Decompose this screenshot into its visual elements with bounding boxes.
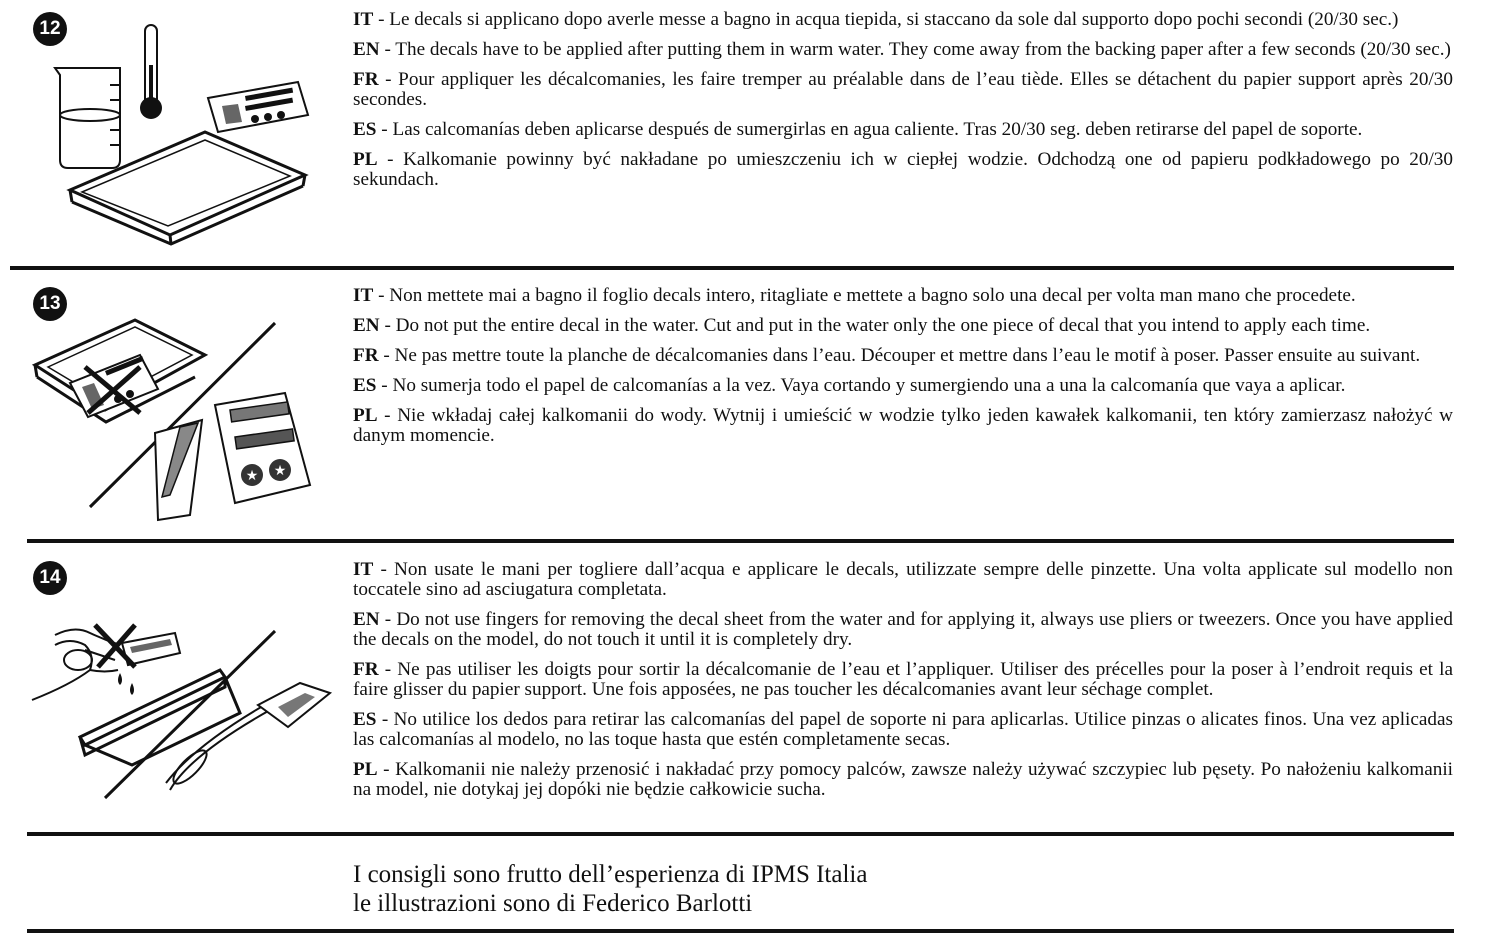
paragraph-es [353,710,1453,750]
section-divider [27,832,1454,836]
lang-code: IT [353,285,374,306]
step-14-text [353,560,1453,800]
lang-code: EN [353,39,380,60]
beaker-icon [55,68,120,168]
decal-sheet-icon [208,82,308,132]
lang-code: EN [353,609,380,630]
paragraph-text: - Ne pas mettre toute la planche de décalcomanies dans l’eau. Découper et mettre dans l’eau le motif à poser. Passer ensuite au suivant. [378,345,1421,366]
paragraph-text: - Do not put the entire decal in the water. Cut and put in the water only the one piece of decal that you intend to apply each time. [379,315,1371,336]
paragraph-text: - Le decals si applicano dopo averle messe a bagno in acqua tiepida, si staccano da sole dal supporto dopo pochi secondi (20/30 sec.) [373,9,1399,30]
water-tray-icon [70,132,305,244]
lang-code: PL [353,759,378,780]
whole-decal-sheet-icon [70,355,158,417]
svg-text:★: ★ [245,468,259,484]
paragraph-fr [353,70,1453,110]
lang-code: FR [353,345,379,366]
lang-code: ES [353,709,377,730]
paragraph-en [353,40,1453,60]
water-drop-icon [118,673,134,695]
paragraph-pl [353,406,1453,446]
credits-line-1: I consigli sono frutto dell’esperienza di IPMS Italia [353,861,868,888]
paragraph-es [353,376,1453,396]
lang-code: ES [353,119,377,140]
section-divider [10,266,1454,270]
cut-decal-piece-icon [155,420,202,520]
paragraph-en [353,610,1453,650]
tweezers-illustration [30,615,335,800]
lang-code: EN [353,315,380,336]
paragraph-text: - Ne pas utiliser les doigts pour sortir la décalcomanie de l’eau et l’appliquer. Utiliser des précelles pour la poser à l’endroit requis et la faire glisser du papier support. Une fois apposées, ne pas toucher les décalcomanies avant leur séchage complet. [353,659,1453,700]
paragraph-text: - The decals have to be applied after putting them in warm water. They come away from the backing paper after a few seconds (20/30 sec.) [379,39,1451,60]
lang-code: IT [353,9,374,30]
paragraph-fr [353,346,1453,366]
paragraph-es [353,120,1453,140]
paragraph-it [353,10,1453,30]
lang-code: FR [353,659,379,680]
lang-code: PL [353,149,378,170]
paragraph-text: - No utilice los dedos para retirar las calcomanías del papel de soporte ni para aplicarlas. Utilice pinzas o alicates finos. Una vez aplicadas las calcomanías al modelo, no las toque hasta que estén completamente secas. [353,709,1453,750]
lang-code: IT [353,559,374,580]
paragraph-text: - Pour appliquer les décalcomanies, les faire tremper au préalable dans de l’eau tiède. Elles se détachent du papier support après 20/30 secondes. [353,69,1453,110]
lang-code: PL [353,405,378,426]
paragraph-text: - Non usate le mani per togliere dall’acqua e applicare le decals, utilizzate sempre delle pinzette. Una volta applicate sul modello non toccatele sino ad asciugatura completata. [353,559,1453,600]
bottom-rule [27,929,1454,933]
step-13-text [353,286,1453,446]
step-12-text [353,10,1453,190]
paragraph-it [353,560,1453,600]
paragraph-pl [353,150,1453,190]
paragraph-text: - Non mettete mai a bagno il foglio decals intero, ritagliate e mettete a bagno solo una decal per volta man mano che procedete. [373,285,1356,306]
paragraph-fr [353,660,1453,700]
step-number-badge: 12 [33,12,67,46]
paragraph-text: - Kalkomanii nie należy przenosić i nakładać przy pomocy palców, zawsze należy używać szczypiec lub pęsety. Po nałożeniu kalkomanii na model, nie dotykaj jej dopóki nie będzie całkowicie sucha. [353,759,1453,800]
paragraph-text: - Las calcomanías deben aplicarse después de sumergirlas en agua caliente. Tras 20/30 seg. deben retirarse del papel de soporte. [376,119,1363,140]
paragraph-it [353,286,1453,306]
credits-line-2: le illustrazioni sono di Federico Barlotti [353,890,753,917]
svg-text:★: ★ [273,463,287,479]
paragraph-text: - Do not use fingers for removing the decal sheet from the water and for applying it, always use pliers or tweezers. Once you have applied the decals on the model, do not touch it until it is completely dry. [353,609,1453,650]
decal-sheet-icon [215,393,310,503]
water-tray-icon [80,670,240,765]
warm-water-tray-illustration [50,20,310,245]
thermometer-icon [140,25,162,119]
credits [353,860,867,918]
paragraph-text: - Nie wkładaj całej kalkomanii do wody. Wytnij i umieścić w wodzie tylko jeden kawałek kalkomanii, ten który zamierzasz nałożyć w danym momencie. [353,405,1453,446]
paragraph-text: - Kalkomanie powinny być nakładane po umieszczeniu ich w ciepłej wodzie. Odchodzą one od papieru podkładowego po 20/30 sekundach. [353,149,1453,190]
lang-code: FR [353,69,379,90]
paragraph-pl [353,760,1453,800]
step-number-badge: 14 [33,561,67,595]
paragraph-text: - No sumerja todo el papel de calcomanías a la vez. Vaya cortando y sumergiendo una a una la calcomanía que vaya a aplicar. [376,375,1346,396]
paragraph-en [353,316,1453,336]
lang-code: ES [353,375,377,396]
tweezers-icon [166,703,270,790]
decal-on-tweezers-icon [258,683,330,727]
section-divider [27,539,1454,543]
step-number-badge: 13 [33,287,67,321]
cut-decal-illustration [30,315,285,530]
